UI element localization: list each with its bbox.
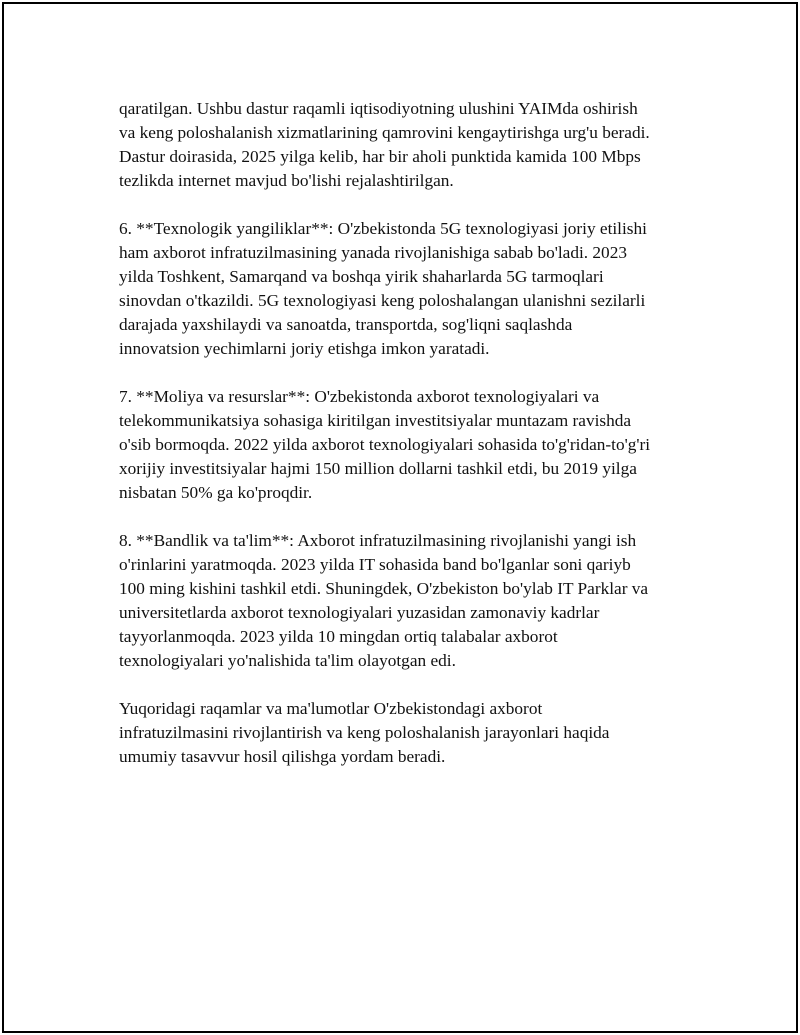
paragraph-finance-resources: 7. **Moliya va resurslar**: O'zbekistonda axborot texnologiyalari va telekommunikatsiya sohasiga kiritilgan investitsiyalar muntazam ravishda o'sib bormoqda. 2022 yilda axborot texnologiyalari sohasida to'g'ridan-to'g'ri xorijiy investitsiyalar hajmi 150 million dollarni tashkil etdi, bu 2019 yilga nisbatan 50% ga ko'proqdir. [119,387,651,502]
document-page [2,2,798,1033]
paragraph-conclusion: Yuqoridagi raqamlar va ma'lumotlar O'zbekistondagi axborot infratuzilmasini rivojlantirish va keng poloshalanish jarayonlari haqida umumiy tasavvur hosil qilishga yordam beradi. [119,699,610,766]
paragraph-technology-innovations: 6. **Texnologik yangiliklar**: O'zbekistonda 5G texnologiyasi joriy etilishi ham axborot infratuzilmasining yanada rivojlanishiga sabab bo'ladi. 2023 yilda Toshkent, Samarqand va boshqa yirik shaharlarda 5G tarmoqlari sinovdan o'tkazildi. 5G texnologiyasi keng poloshalangan ulanishni sezilarli darajada yaxshilaydi va sanoatda, transportda, sog'liqni saqlashda innovatsion yechimlarni joriy etishga imkon yaratadi. [119,219,647,358]
document-body [119,97,719,793]
paragraph-employment-education: 8. **Bandlik va ta'lim**: Axborot infratuzilmasining rivojlanishi yangi ish o'rinlarini yaratmoqda. 2023 yilda IT sohasida band bo'lganlar soni qariyb 100 ming kishini tashkil etdi. Shuningdek, O'zbekiston bo'ylab IT Parklar va universitetlarda axborot texnologiyalari yuzasidan zamonaviy kadrlar tayyorlanmoqda. 2023 yilda 10 mingdan ortiq talabalar axborot texnologiyalari yo'nalishida ta'lim olayotgan edi. [119,531,649,670]
paragraph-program-goals: qaratilgan. Ushbu dastur raqamli iqtisodiyotning ulushini YAIMda oshirish va keng poloshalanish xizmatlarining qamrovini kengaytirishga urg'u beradi. Dastur doirasida, 2025 yilga kelib, har bir aholi punktida kamida 100 Mbps tezlikda internet mavjud bo'lishi rejalashtirilgan. [119,99,650,190]
